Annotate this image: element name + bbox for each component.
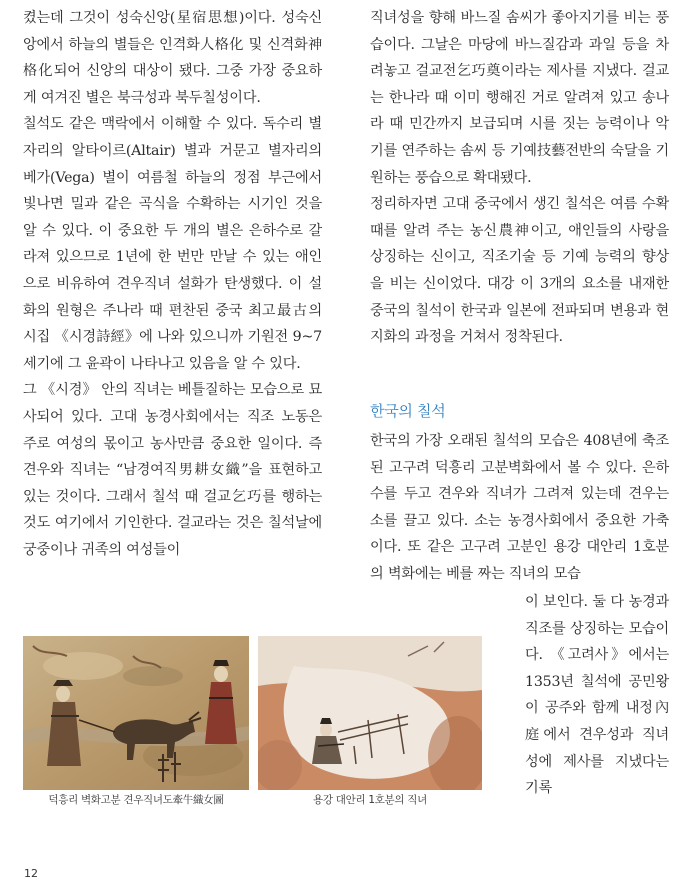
mural-image-daeanri	[258, 636, 482, 790]
paragraph: 한국의 가장 오래된 칠석의 모습은 408년에 축조된 고구려 덕흥리 고분벽화에서 볼 수 있다. 은하수를 두고 견우와 직녀가 그려져 있는데 견우는 소를 끌고 있다. 소는 농경사회에서 중요한 가축이다. 또 같은 고구려 고분인 용강 대안리 1호분의 벽화에는 베를 짜는 직녀의 모습	[370, 433, 669, 582]
narrow-text-column	[525, 589, 669, 802]
right-column	[370, 5, 669, 351]
left-column	[23, 5, 322, 563]
page-number: 12	[24, 867, 38, 880]
figure-caption: 용강 대안리 1호분의 직녀	[313, 794, 427, 806]
paragraph: 켰는데 그것이 성숙신앙(星宿思想)이다. 성숙신앙에서 하늘의 별들은 인격화人格化 및 신격화神格化되어 신앙의 대상이 됐다. 그중 가장 중요하게 여겨진 별은 북극성과 북두칠성이다.	[23, 10, 322, 106]
paragraph: 이 보인다. 둘 다 농경과 직조를 상징하는 모습이다. 《고려사》에서는 1353년 칠석에 공민왕이 공주와 함께 내정內庭에서 견우성과 직녀성에 제사를 지냈다는 기록	[525, 594, 669, 797]
paragraph: 정리하자면 고대 중국에서 생긴 칠석은 여름 수확 때를 알려 주는 농신農神이고, 애인들의 사랑을 상징하는 신이고, 직조기술 등 기예 능력의 향상을 비는 신이었다. 대강 이 3개의 요소를 내재한 중국의 칠석이 한국과 일본에 전파되며 변용과 현지화의 과정을 거쳐서 정착된다.	[370, 196, 669, 346]
section-heading: 한국의 칠석	[370, 402, 446, 420]
paragraph: 직녀성을 향해 바느질 솜씨가 좋아지기를 비는 풍습이다. 그날은 마당에 바느질감과 과일 등을 차려놓고 걸교전乞巧奠이라는 제사를 지냈다. 걸교는 한나라 때 이미 행해진 거로 알려져 있고 송나라 때 민간까지 보급되며 시를 짓는 능력이나 악기를 연주하는 솜씨 등 기예技藝전반의 숙달을 기원하는 풍습으로 확대됐다.	[370, 10, 669, 186]
paragraph: 그 《시경》 안의 직녀는 베틀질하는 모습으로 묘사되어 있다. 고대 농경사회에서는 직조 노동은 주로 여성의 몫이고 농사만큼 중요한 일이다. 즉 견우와 직녀는 “남경여직男耕女織”을 표현하고 있는 것이다. 그래서 칠석 때 걸교乞巧를 행하는 것도 여기에서 기인한다. 걸교라는 것은 칠석날에 궁중이나 귀족의 여성들이	[23, 382, 322, 558]
figure-caption: 덕흥리 벽화고분 견우직녀도牽牛織女圖	[48, 794, 224, 806]
section-body	[370, 428, 669, 588]
mural-image-deokheungri	[23, 636, 249, 790]
paragraph: 칠석도 같은 맥락에서 이해할 수 있다. 독수리 별자리의 알타이르(Altair) 별과 거문고 별자리의 베가(Vega) 별이 여름철 하늘의 정점 부근에서 빛나면 밀과 같은 곡식을 수확하는 시기인 것을 알 수 있다. 이 중요한 두 개의 별은 은하수로 갈라져 있으므로 1년에 한 번만 만날 수 있는 애인으로 비유하여 견우직녀 설화가 탄생했다. 이 설화의 원형은 주나라 때 편찬된 중국 최고最古의 시집 《시경詩經》에 나와 있으니까 기원전 9~7세기에 그 윤곽이 나타나고 있음을 알 수 있다.	[23, 116, 322, 372]
